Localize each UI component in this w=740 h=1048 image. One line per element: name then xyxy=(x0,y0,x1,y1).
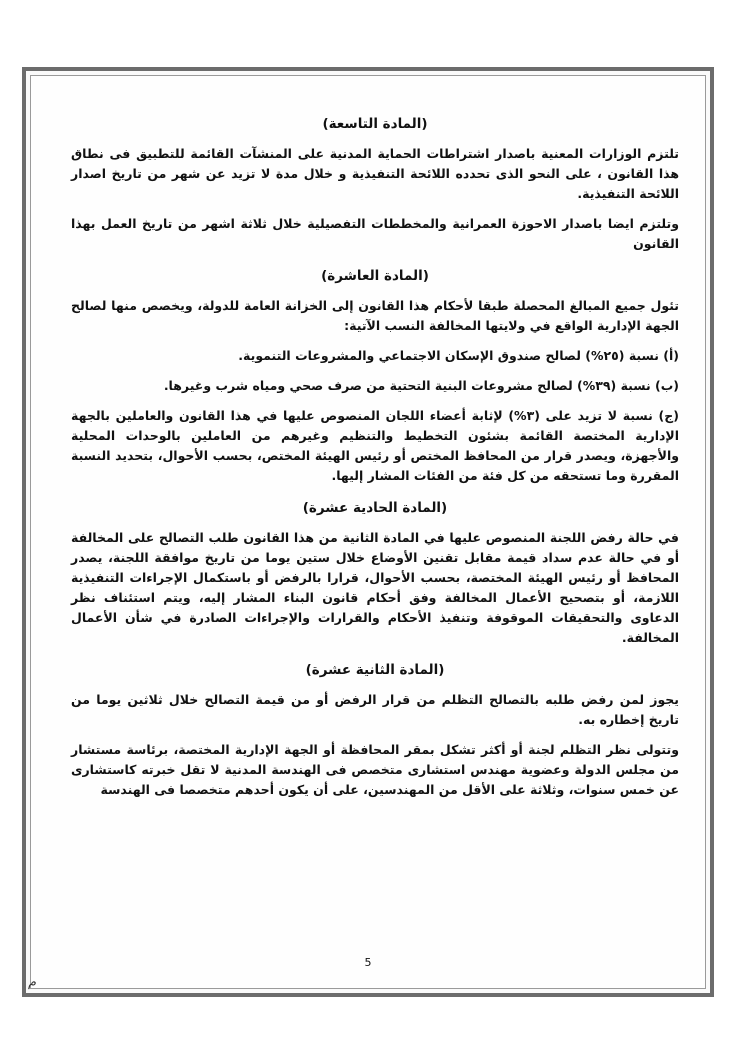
article-paragraph: (ب) نسبة (٣٩%) لصالح مشروعات البنية التحتية من صرف صحي ومياه شرب وغيرها. xyxy=(163,378,679,393)
article-paragraph: وتتولى نظر التظلم لجنة أو أكثر تشكل بمقر المحافظة أو الجهة الإدارية المختصة، برئاسة مستشار من مجلس الدولة وعضوية مهندس استشارى متخصص فى الهندسة المدنية لا تقل خبرته كاستشارى عن خمس سنوات، وثلاثة على الأقل من المهندسين، على أن يكون أحدهم متخصصا فى الهندسة xyxy=(71,742,679,797)
article-paragraph: وتلتزم ايضا باصدار الاحوزة العمرانية والمخططات التفصيلية خلال ثلاثة اشهر من تاريخ العمل بهذا القانون xyxy=(71,216,679,251)
article-11 xyxy=(71,500,679,648)
article-9 xyxy=(71,116,679,254)
document-body xyxy=(71,116,679,812)
page-number: 5 xyxy=(364,956,372,969)
page-inner-border xyxy=(30,75,706,989)
corner-mark: م xyxy=(28,975,37,990)
article-heading: (المادة التاسعة) xyxy=(322,116,428,132)
article-12 xyxy=(71,662,679,800)
article-paragraph: تلتزم الوزارات المعنية باصدار اشتراطات الحماية المدنية على المنشآت القائمة للتطبيق فى نطاق هذا القانون ، على النحو الذى تحدده اللائحة التنفيذية و خلال مدة لا تزيد عن شهر من تاريخ اصدار اللائحة التنفيذية. xyxy=(71,146,679,201)
article-heading: (المادة العاشرة) xyxy=(321,268,429,284)
article-paragraph: (ج) نسبة لا تزيد على (٣%) لإثابة أعضاء اللجان المنصوص عليها في هذا القانون والعاملين بالجهة الإدارية المختصة القائمة بشئون التخطيط والتنظيم وغيرهم من العاملين بالوحدات المحلية والأجهزة، ويصدر قرار من المحافظ المختص أو رئيس الهيئة المختص، بحسب الأحوال، بتحديد النسبة المقررة وما تستحقه من كل فئة من الفئات المشار إليها. xyxy=(71,408,679,483)
article-paragraph: تئول جميع المبالغ المحصلة طبقا لأحكام هذا القانون إلى الخزانة العامة للدولة، ويخصص منها لصالح الجهة الإدارية الواقع في ولايتها المخالفة النسب الآتية: xyxy=(71,298,679,333)
article-paragraph: (أ) نسبة (٢٥%) لصالح صندوق الإسكان الاجتماعي والمشروعات التنموية. xyxy=(238,348,679,363)
article-10 xyxy=(71,268,679,486)
article-paragraph: في حالة رفض اللجنة المنصوص عليها في المادة الثانية من هذا القانون طلب التصالح على المخالفة أو في حالة عدم سداد قيمة مقابل تقنين الأوضاع خلال ستين يوما من تاريخ موافقة اللجنة، يصدر المحافظ أو رئيس الهيئة المختصة، بحسب الأحوال، قرارا بالرفض أو باستكمال الإجراءات التنفيذية اللازمة، أو بتصحيح الأعمال المخالفة وفق أحكام قانون البناء المشار إليه، ويتم استئناف نظر الدعاوى والتحقيقات الموقوفة وتنفيذ الأحكام والقرارات والإجراءات الصادرة في شأن الأعمال المخالفة. xyxy=(71,530,679,645)
page-border xyxy=(22,67,714,997)
article-heading: (المادة الحادية عشرة) xyxy=(302,500,448,516)
article-paragraph: يجوز لمن رفض طلبه بالتصالح التظلم من قرار الرفض أو من قيمة التصالح خلال ثلاثين يوما من تاريخ إخطاره به. xyxy=(71,692,679,727)
article-heading: (المادة الثانية عشرة) xyxy=(305,662,445,678)
